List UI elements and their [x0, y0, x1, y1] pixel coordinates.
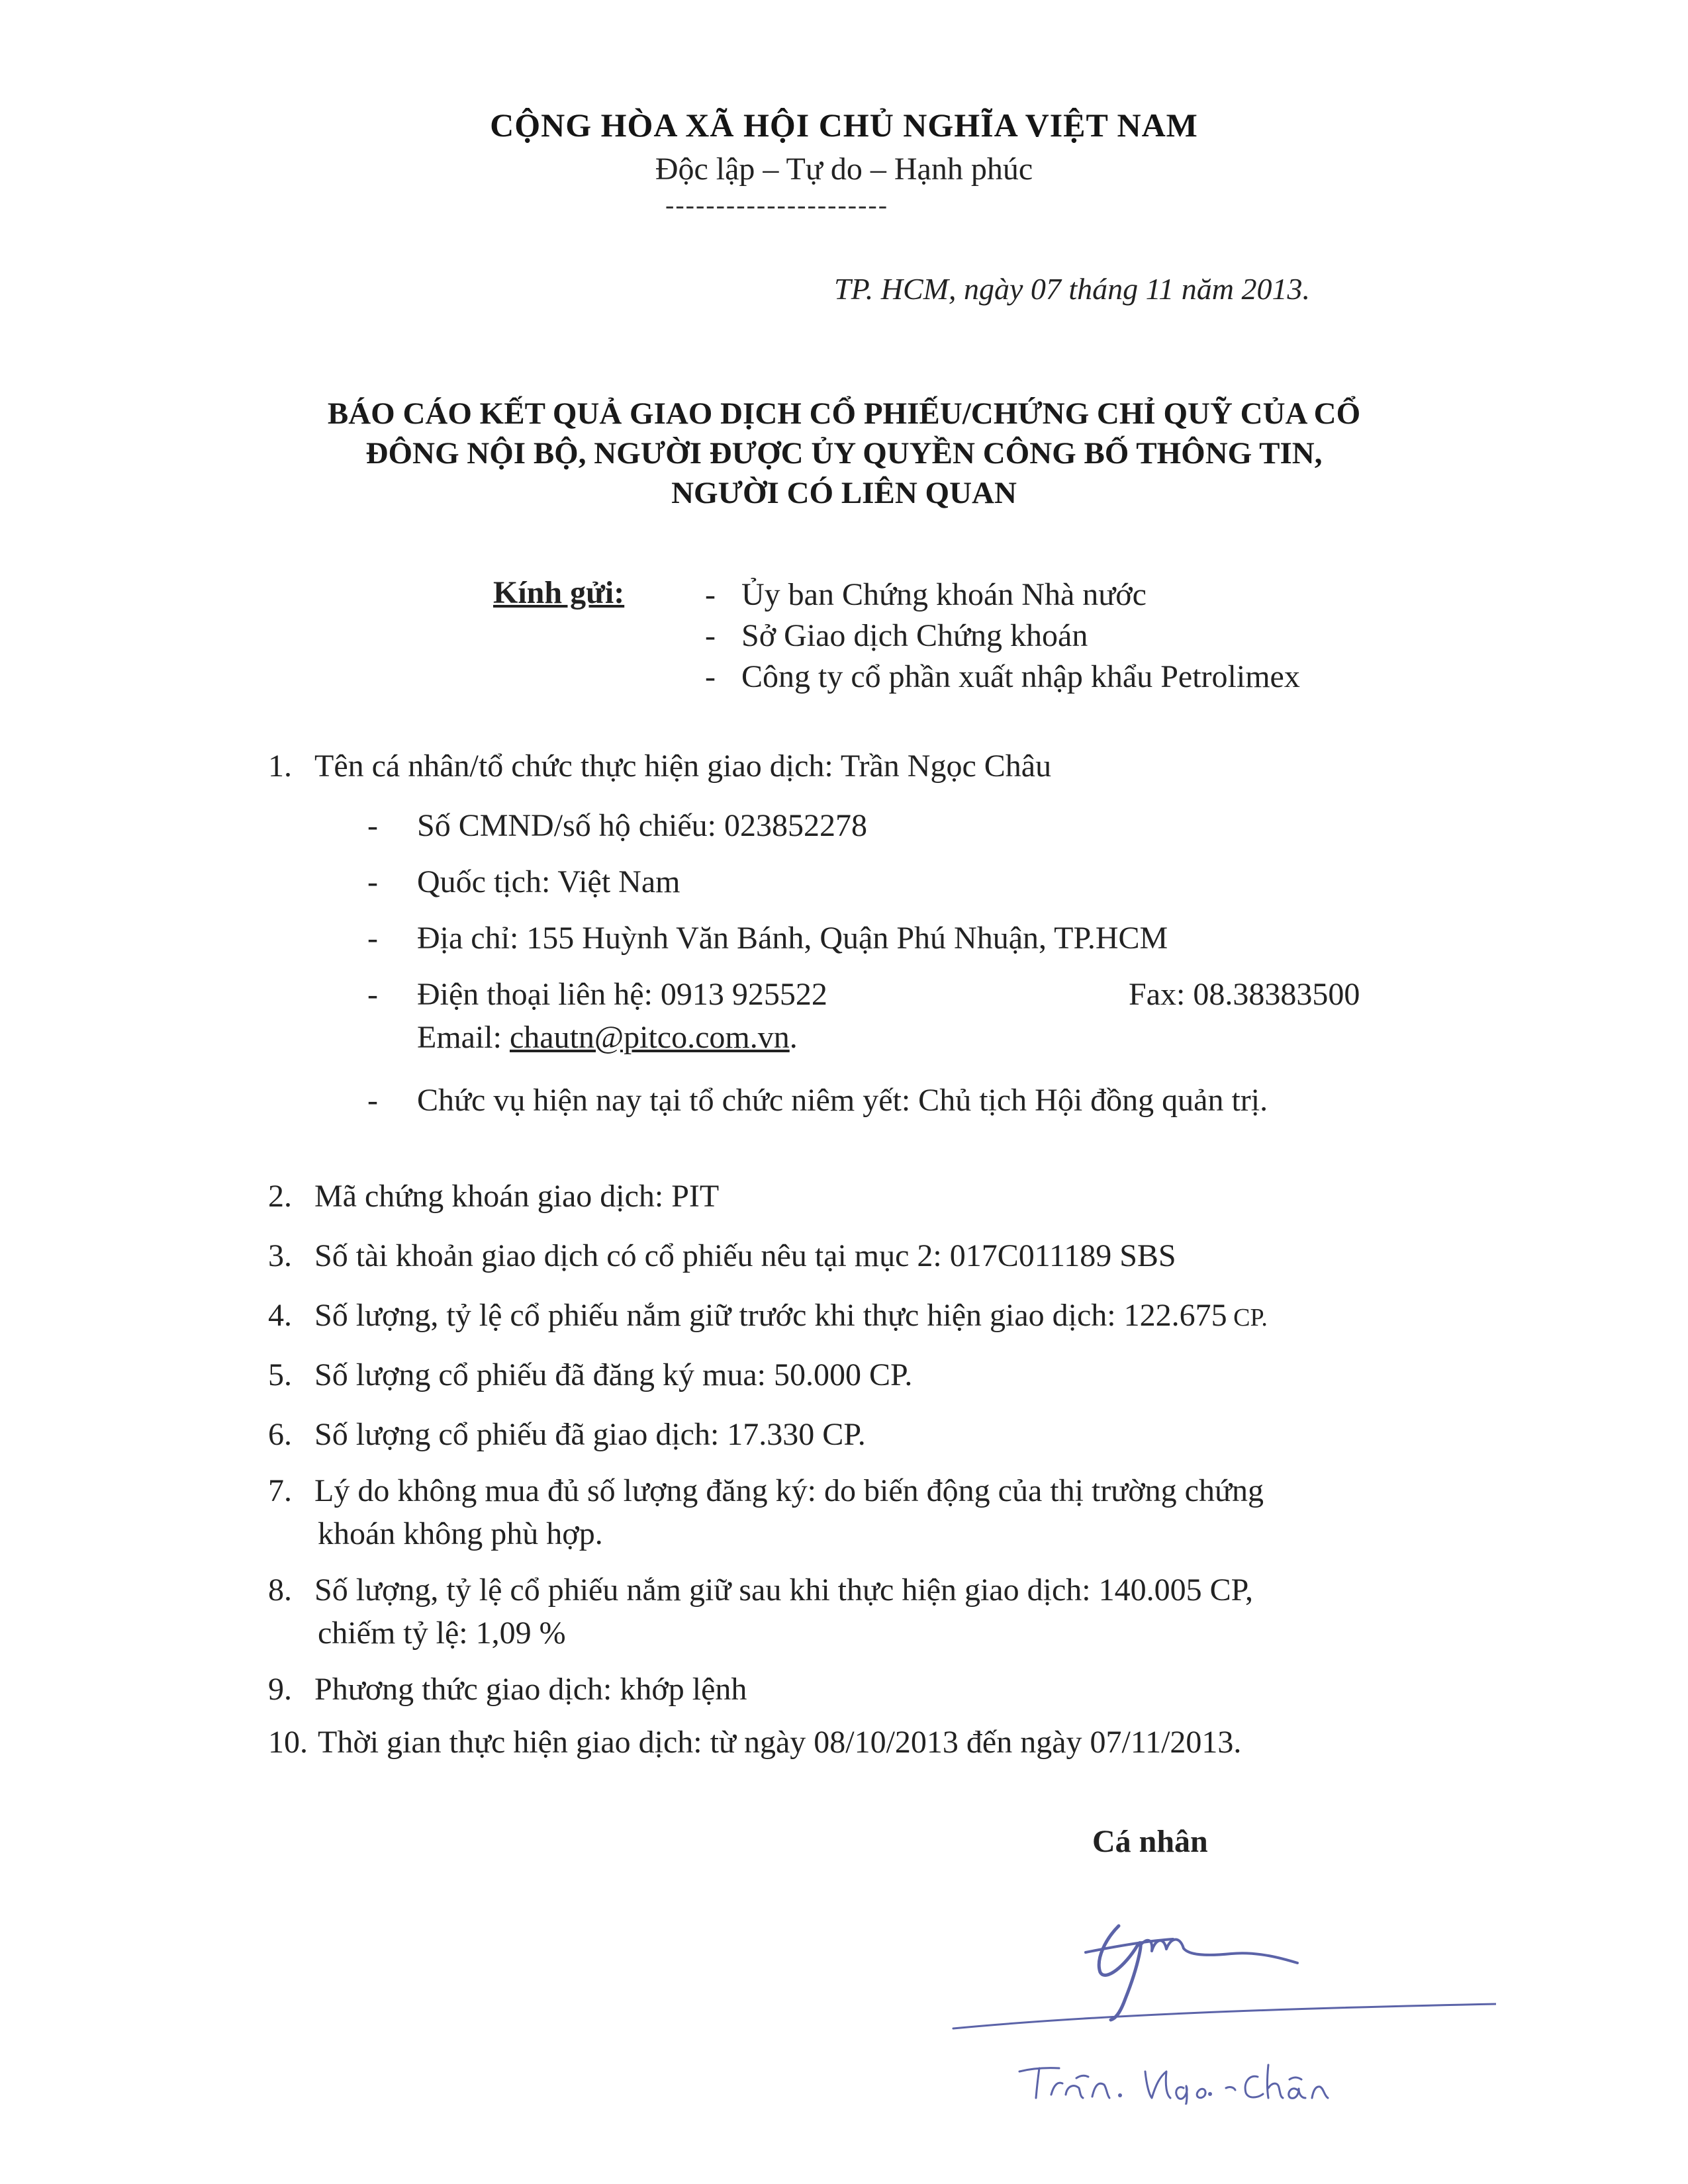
header-separator: ----------------------: [665, 190, 889, 220]
sub-item-position: - Chức vụ hiện nay tại tổ chức niêm yết: Chủ tịch Hội đồng quản trị.: [367, 1083, 1268, 1118]
list-item-7-cont: khoán không phù hợp.: [318, 1516, 603, 1551]
title-line-1: BÁO CÁO KẾT QUẢ GIAO DỊCH CỔ PHIẾU/CHỨNG CHỈ QUỸ CỦA CỔ: [327, 396, 1361, 431]
list-item-8: 8. Số lượng, tỷ lệ cổ phiếu nắm giữ sau khi thực hiện giao dịch: 140.005 CP,: [268, 1572, 1253, 1608]
list-item-9: 9. Phương thức giao dịch: khớp lệnh: [268, 1672, 747, 1707]
item-number: 1.: [268, 749, 292, 784]
handwritten-signature: [927, 1866, 1496, 2105]
item-text: Tên cá nhân/tổ chức thực hiện giao dịch: Trần Ngọc Châu: [314, 749, 1052, 784]
email-line: Email: chautn@pitco.com.vn.: [417, 1020, 798, 1055]
list-dash: -: [705, 618, 716, 653]
phone-text: Điện thoại liên hệ: 0913 925522: [417, 977, 827, 1012]
list-item-4: 4. Số lượng, tỷ lệ cổ phiếu nắm giữ trước khi thực hiện giao dịch: 122.675 CP.: [268, 1298, 1268, 1333]
motto: Độc lập – Tự do – Hạnh phúc: [655, 152, 1033, 187]
date-line: TP. HCM, ngày 07 tháng 11 năm 2013.: [834, 272, 1310, 306]
list-item-3: 3. Số tài khoản giao dịch có cổ phiếu nêu tại mục 2: 017C011189 SBS: [268, 1238, 1176, 1273]
recipient-list: [705, 574, 1300, 698]
list-item-2: 2. Mã chứng khoán giao dịch: PIT: [268, 1179, 720, 1214]
title-line-3: NGƯỜI CÓ LIÊN QUAN: [671, 476, 1017, 510]
list-item-1: [268, 748, 1051, 784]
list-item-8-cont: chiếm tỷ lệ: 1,09 %: [318, 1615, 566, 1651]
sub-item-nationality: - Quốc tịch: Việt Nam: [367, 864, 680, 899]
sub-item-phone: - Điện thoại liên hệ: 0913 925522: [367, 977, 827, 1012]
list-item-6: 6. Số lượng cổ phiếu đã giao dịch: 17.330 CP.: [268, 1417, 866, 1452]
sub-item-address: - Địa chỉ: 155 Huỳnh Văn Bánh, Quận Phú Nhuận, TP.HCM: [367, 921, 1168, 956]
fax-text: Fax: 08.38383500: [1129, 977, 1360, 1012]
recipient-item: - Sở Giao dịch Chứng khoán: [705, 615, 1300, 657]
kinh-gui-label: Kính gửi:: [493, 575, 625, 610]
title-line-2: ĐÔNG NỘI BỘ, NGƯỜI ĐƯỢC ỦY QUYỀN CÔNG BỐ THÔNG TIN,: [365, 436, 1323, 471]
nation-heading: CỘNG HÒA XÃ HỘI CHỦ NGHĨA VIỆT NAM: [490, 107, 1198, 144]
list-dash: -: [705, 577, 716, 612]
sub-item-id: - Số CMND/số hộ chiếu: 023852278: [367, 808, 868, 843]
signer-title: Cá nhân: [1092, 1824, 1208, 1859]
recipient-item: - Công ty cổ phần xuất nhập khẩu Petrolimex: [705, 657, 1300, 698]
list-item-10: 10. Thời gian thực hiện giao dịch: từ ngày 08/10/2013 đến ngày 07/11/2013.: [268, 1725, 1242, 1760]
email-link[interactable]: chautn@pitco.com.vn: [509, 1020, 790, 1055]
document-title: [0, 394, 1688, 513]
list-dash: -: [705, 659, 716, 694]
list-item-7: 7. Lý do không mua đủ số lượng đăng ký: do biến động của thị trường chứng: [268, 1473, 1264, 1508]
list-item-5: 5. Số lượng cổ phiếu đã đăng ký mua: 50.000 CP.: [268, 1357, 913, 1392]
recipient-item: - Ủy ban Chứng khoán Nhà nước: [705, 574, 1300, 615]
